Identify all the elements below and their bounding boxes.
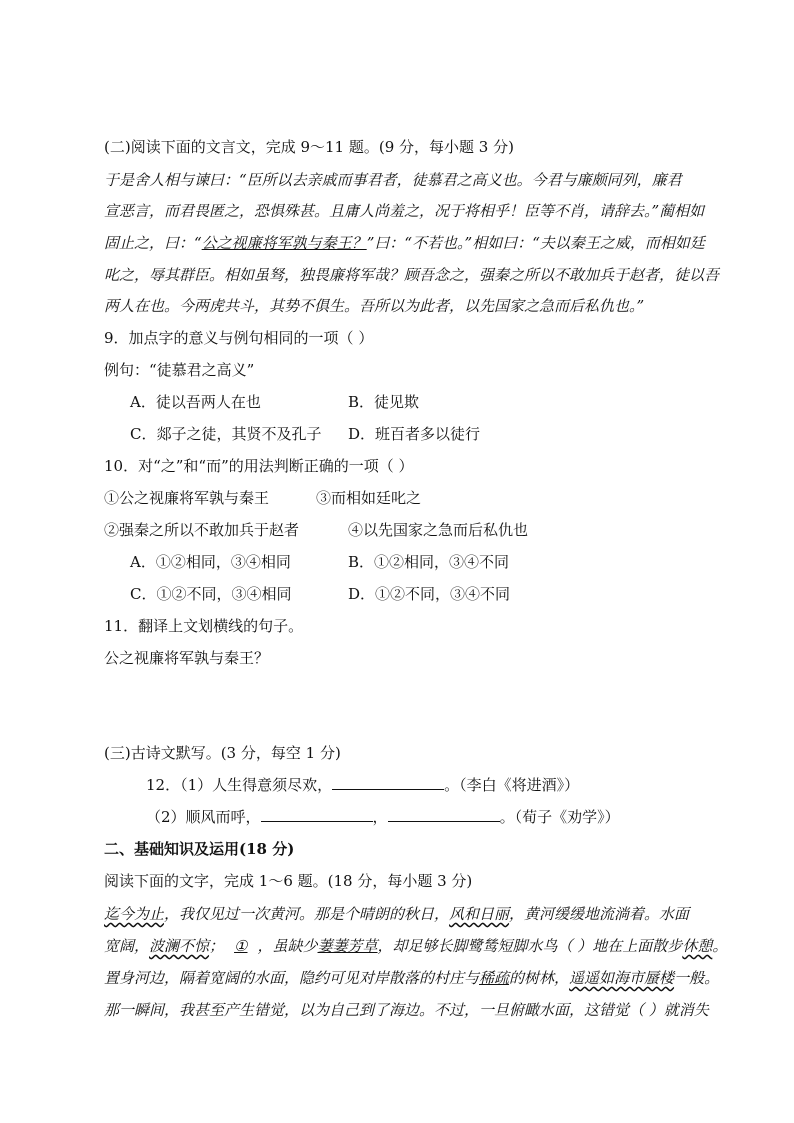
option-b: B．①②相同，③④不同 — [348, 553, 510, 571]
passage-text: ，虽缺少 — [257, 937, 318, 955]
passage-text: 一般。 — [674, 969, 720, 987]
reading-passage-line — [104, 968, 719, 988]
passage-line — [104, 233, 705, 253]
answer-blank[interactable] — [261, 807, 373, 822]
section-heading-poetry-dictation: (三)古诗文默写。(3 分，每空 1 分) — [104, 744, 341, 762]
question-9-stem: 9．加点字的意义与例句相同的一项（ ） — [104, 329, 374, 347]
q12-source: 。（李白《将进酒》） — [444, 776, 580, 794]
underlined-sentence: 公之视廉将军孰与秦王？ — [201, 234, 367, 252]
underlined-word: 萋萋芳草 — [317, 937, 378, 955]
question-11-stem: 11．翻译上文划横线的句子。 — [104, 617, 304, 635]
reading-passage-line — [104, 936, 727, 956]
question-11-sentence: 公之视廉将军孰与秦王？ — [104, 649, 270, 667]
answer-blank[interactable] — [332, 775, 444, 790]
passage-line: 叱之，辱其群臣。相如虽驽，独畏廉将军哉？顾吾念之，强秦之所以不敢加兵于赵者，徒以吾 — [104, 266, 720, 284]
passage-text: ，黄河缓缓地流淌着。水面 — [509, 905, 690, 923]
reading-passage-line — [104, 904, 689, 924]
underlined-idiom: 波澜不惊 — [149, 937, 210, 955]
question-12-line-2 — [146, 807, 620, 827]
answer-blank[interactable] — [388, 807, 500, 822]
passage-line: 宣恶言，而君畏匿之，恐惧殊甚。且庸人尚羞之，况于将相乎！臣等不肖，请辞去。”蔺相如 — [104, 202, 705, 220]
fill-blank-marker: ① — [234, 937, 248, 955]
passage-text: 宽阔， — [104, 937, 150, 955]
passage-text: 。 — [712, 937, 728, 955]
q10-item-4: ④以先国家之急而后私仇也 — [348, 521, 529, 539]
passage-text: 固止之，曰：“ — [104, 234, 202, 252]
q12-source: 。（荀子《劝学》） — [499, 808, 620, 826]
underlined-idiom: 风和日丽 — [449, 905, 510, 923]
underlined-phrase: 遥遥如海市蜃楼 — [569, 969, 675, 987]
passage-text: 置身河边，隔着宽阔的水面，隐约可见对岸散落的村庄与 — [104, 969, 480, 987]
underlined-word: 休憩 — [682, 937, 713, 955]
option-c: C．郯子之徒，其贤不及孔子 — [130, 425, 322, 443]
passage-text: 的树林， — [509, 969, 570, 987]
question-9-example: 例句：“徒慕君之高义” — [104, 361, 255, 379]
passage-text: ，却足够长脚鹭鸶短脚水鸟（ ）地在上面散步 — [377, 937, 683, 955]
passage-text: ，我仅见过一次黄河。那是个晴朗的秋日， — [164, 905, 450, 923]
passage-text: ”曰：“不若也。”相如曰：“夫以秦王之威，而相如廷 — [366, 234, 705, 252]
q10-item-2: ②强秦之所以不敢加兵于赵者 — [104, 521, 300, 539]
option-d: D．①②不同，③④不同 — [348, 585, 511, 603]
q12-separator: ， — [372, 808, 388, 826]
q10-item-1: ①公之视廉将军孰与秦王 — [104, 489, 270, 507]
part-2-heading: 二、基础知识及运用(18 分) — [104, 840, 295, 858]
option-c: C．①②不同，③④相同 — [130, 585, 292, 603]
q10-item-3: ③而相如廷叱之 — [316, 489, 422, 507]
underlined-idiom: 迄今为止 — [104, 905, 165, 923]
option-b: B．徒见欺 — [348, 393, 420, 411]
q12-text: 12．（1）人生得意须尽欢， — [146, 776, 333, 794]
option-d: D．班百者多以徒行 — [348, 425, 481, 443]
option-a: A．①②相同，③④相同 — [130, 553, 291, 571]
reading-passage-line: 那一瞬间，我甚至产生错觉，以为自己到了海边。不过，一旦俯瞰水面，这错觉（ ）就消失 — [104, 1001, 709, 1019]
part-2-instruction: 阅读下面的文字，完成 1～6 题。(18 分，每小题 3 分) — [104, 872, 473, 890]
option-a: A．徒以吾两人在也 — [130, 393, 261, 411]
question-12-line-1 — [146, 775, 579, 795]
question-10-stem: 10．对“之”和“而”的用法判断正确的一项（ ） — [104, 457, 414, 475]
underlined-word: 稀疏 — [479, 969, 510, 987]
passage-line: 于是舍人相与谏曰：“臣所以去亲戚而事君者，徒慕君之高义也。今君与廉颇同列，廉君 — [104, 171, 682, 189]
section-heading-classical-reading: (二)阅读下面的文言文，完成 9～11 题。(9 分，每小题 3 分) — [104, 138, 514, 156]
passage-text: ； — [209, 937, 225, 955]
passage-line: 两人在也。今两虎共斗，其势不俱生。吾所以为此者，以先国家之急而后私仇也。” — [104, 297, 645, 315]
q12-text: （2）顺风而呼， — [146, 808, 261, 826]
